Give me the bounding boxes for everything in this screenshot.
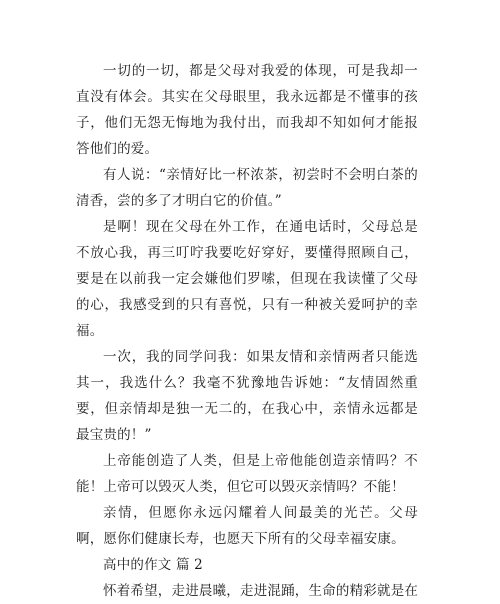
paragraph-4: 一次，我的同学问我：如果友情和亲情两者只能选其一，我选什么？我毫不犹豫地告诉她：“友情固然重要，但亲情却是独一无二的，在我心中，亲情永远都是最宝贵的！”: [76, 349, 418, 443]
partial-line: 怀着希望，走进晨曦，走进混踊，生命的精彩就是在: [103, 583, 419, 599]
paragraph-6: 亲情，但愿你永远闪耀着人间最美的光芒。父母啊，愿你们健康长寿，也愿天下所有的父母幸福安康。: [76, 505, 418, 547]
paragraph-3: 是啊！现在父母在外工作，在通电话时，父母总是不放心我，再三叮咛我要吃好穿好，要懂得照顾自己，要是在以前我一定会嫌他们罗嗦，但现在我读懂了父母的心，我感受到的只有喜悦，只有一种被关爱呵护的幸福。: [76, 219, 418, 339]
document-body: [76, 58, 418, 604]
section-heading: 高中的作文 篇 2: [103, 557, 203, 573]
paragraph-5: 上帝能创造了人类，但是上帝他能创造亲情吗？不能！上帝可以毁灭人类，但它可以毁灭亲情吗？不能！: [76, 453, 418, 495]
paragraph-2: 有人说：“亲情好比一杯浓茶，初尝时不会明白茶的清香，尝的多了才明白它的价值。”: [76, 167, 418, 209]
paragraph-1: 一切的一切，都是父母对我爱的体现，可是我却一直没有体会。其实在父母眼里，我永远都是不懂事的孩子，他们无怨无悔地为我付出，而我却不知如何才能报答他们的爱。: [76, 63, 418, 157]
